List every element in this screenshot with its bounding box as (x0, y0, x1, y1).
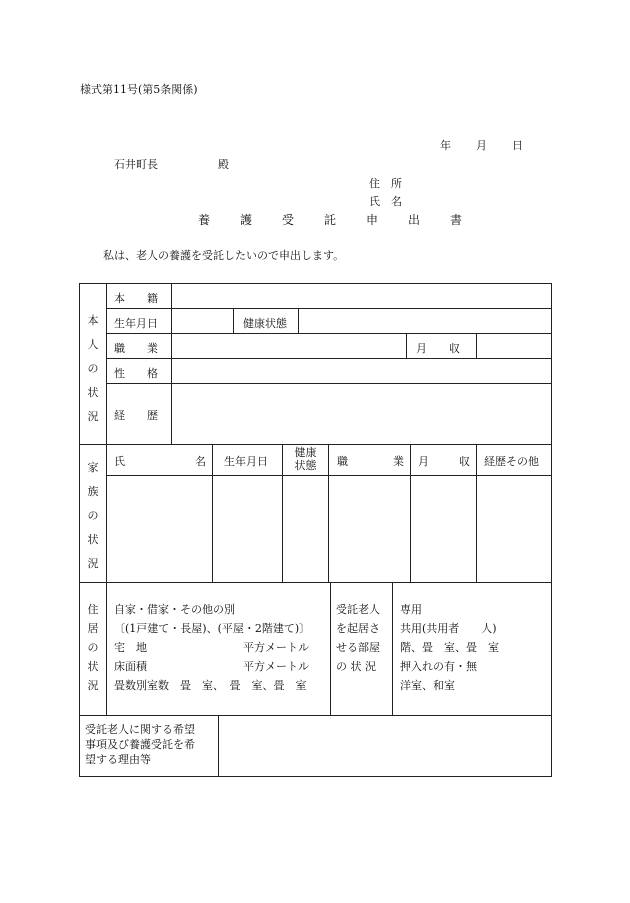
housing-structure: 〔(1戸建て・長屋)、(平屋・2階建て)〕 (114, 622, 311, 635)
header-occupation-a: 職 (337, 455, 348, 468)
header-name-b: 名 (195, 455, 206, 468)
room-status-lines (400, 600, 499, 695)
housing-floor-area: 床面積 (114, 660, 147, 673)
birthdate-label: 生年月日 (114, 317, 158, 330)
family-header-name (114, 453, 206, 469)
housing-lot: 宅 地 (114, 641, 147, 654)
family-side-char: 況 (87, 557, 99, 570)
room-label-line: 受託老人 (336, 603, 380, 616)
statement: 私は、老人の養護を受託したいので申出します。 (103, 249, 345, 262)
family-side-char: 族 (87, 485, 99, 498)
wish-line: 望する理由等 (85, 753, 151, 766)
housing-side-char: 況 (87, 679, 99, 692)
lot-area-unit: 平方メートル (243, 641, 309, 654)
wish-line: 受託老人に関する希望 (85, 723, 195, 736)
health-label: 健康状態 (243, 317, 287, 330)
document-title: 養 護 受 託 申 出 書 (198, 213, 472, 227)
family-header-occupation (337, 453, 404, 469)
housing-side-char: 居 (87, 622, 99, 635)
date-month: 月 (476, 139, 487, 152)
self-side-char: 本 (87, 314, 99, 327)
floor-area-unit: 平方メートル (243, 660, 309, 673)
room-status-label (336, 600, 380, 676)
honseki-label: 本 籍 (114, 292, 158, 305)
room-label-line: せる部屋 (336, 641, 380, 654)
housing-rooms: 畳数別室数 畳 室、 畳 室、畳 室 (114, 679, 307, 692)
header-health-1: 健康 (294, 446, 317, 459)
room-floor: 階、畳 室、畳 室 (400, 641, 499, 654)
wish-line: 事項及び養護受託を希 (85, 738, 195, 751)
address-label: 住 所 (369, 177, 402, 190)
header-income-b: 収 (459, 455, 470, 468)
family-side-char: の (87, 509, 99, 522)
addressee-honorific: 殿 (218, 158, 229, 171)
date-day: 日 (512, 139, 523, 152)
name-label: 氏 名 (369, 195, 402, 208)
room-exclusive: 専用 (400, 603, 422, 616)
header-name-a: 氏 (114, 455, 125, 468)
room-label-line: を起居さ (336, 622, 380, 635)
wish-label (85, 722, 195, 767)
income-label: 月 収 (416, 342, 460, 355)
family-header-birthdate: 生年月日 (224, 455, 268, 468)
self-side-char: の (87, 362, 99, 375)
housing-type: 自家・借家・その他の別 (114, 603, 235, 616)
addressee-name: 石井町長 (114, 158, 158, 171)
family-header-income (418, 453, 470, 469)
header-occupation-b: 業 (393, 455, 404, 468)
housing-side-char: 住 (87, 603, 99, 616)
family-header-health (283, 446, 328, 472)
family-header-history: 経歴その他 (484, 455, 539, 468)
room-style: 洋室、和室 (400, 679, 455, 692)
room-closet: 押入れの有・無 (400, 660, 477, 673)
self-side-char: 人 (87, 338, 99, 351)
family-side-char: 状 (87, 533, 99, 546)
self-side-char: 況 (87, 410, 99, 423)
family-side-label (86, 456, 100, 576)
self-side-char: 状 (87, 386, 99, 399)
housing-side-char: の (87, 641, 99, 654)
date-year: 年 (440, 139, 451, 152)
self-side-label (86, 309, 100, 429)
header-health-2: 状態 (294, 459, 317, 472)
form-number: 様式第11号(第5条関係) (80, 83, 198, 96)
history-label: 経 歴 (114, 409, 158, 422)
occupation-label: 職 業 (114, 342, 158, 355)
room-label-line: の 状 況 (336, 660, 376, 673)
room-shared: 共用(共用者 人) (400, 622, 497, 635)
family-side-char: 家 (87, 461, 99, 474)
housing-side-label (86, 600, 100, 695)
header-income-a: 月 (418, 455, 429, 468)
housing-side-char: 状 (87, 660, 99, 673)
character-label: 性 格 (114, 367, 158, 380)
